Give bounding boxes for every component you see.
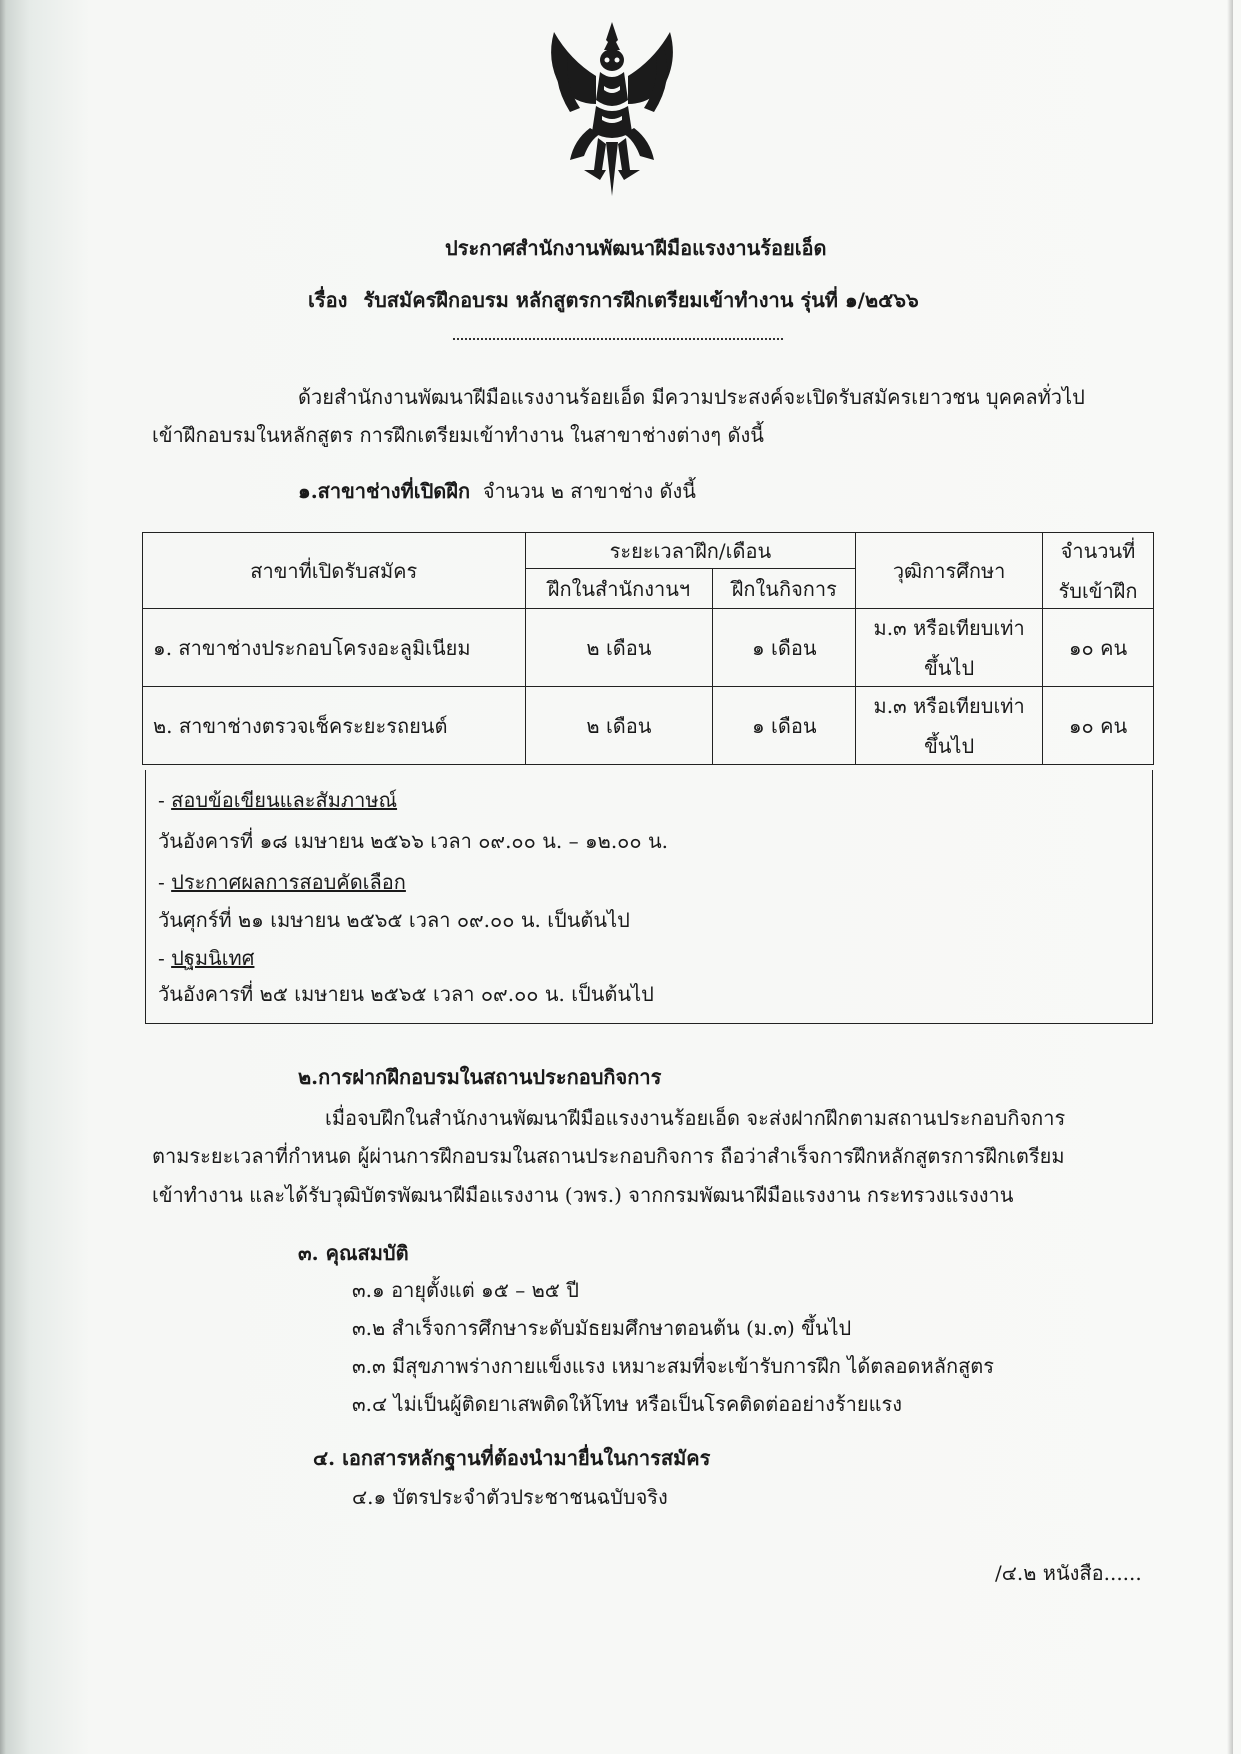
- document-title: ประกาศสำนักงานพัฒนาฝีมือแรงงานร้อยเอ็ด: [445, 236, 827, 260]
- company-duration-cell: ๑ เดือน: [713, 609, 856, 687]
- orientation-label: - ปฐมนิเทศ: [158, 946, 255, 970]
- intro-line-2: เข้าฝึกอบรมในหลักสูตร การฝึกเตรียมเข้าทำงาน ในสาขาช่างต่างๆ ดังนี้: [152, 423, 764, 447]
- table-row: [143, 609, 1154, 687]
- education-cell: [856, 687, 1043, 765]
- garuda-emblem-icon: [540, 20, 685, 200]
- schedule-box: [145, 770, 1153, 1024]
- title-divider: [453, 338, 783, 340]
- result-label: - ประกาศผลการสอบคัดเลือก: [158, 870, 406, 894]
- qualification-item: ๓.๔ ไม่เป็นผู้ติดยาเสพติดให้โทษ หรือเป็นโรคติดต่ออย่างร้ายแรง: [352, 1392, 903, 1416]
- count-cell: ๑๐ คน: [1043, 687, 1154, 765]
- office-duration-cell: ๒ เดือน: [525, 609, 713, 687]
- header-duration: ระยะเวลาฝึก/เดือน: [525, 533, 856, 569]
- header-in-company: ฝึกในกิจการ: [713, 569, 856, 609]
- section-3-heading: ๓. คุณสมบัติ: [298, 1241, 409, 1265]
- orientation-date: วันอังคารที่ ๒๕ เมษายน ๒๕๖๕ เวลา ๐๙.๐๐ น. เป็นต้นไป: [158, 982, 654, 1006]
- education-line-2: ขึ้นไป: [924, 733, 975, 758]
- page-edge-shadow: [0, 0, 6, 1754]
- section-1-title: ๑.สาขาช่างที่เปิดฝึก: [298, 479, 471, 503]
- section-2-line-1: เมื่อจบฝึกในสำนักงานพัฒนาฝีมือแรงงานร้อยเอ็ด จะส่งฝากฝึกตามสถานประกอบกิจการ: [325, 1106, 1066, 1130]
- education-line-1: ม.๓ หรือเทียบเท่า: [873, 615, 1025, 640]
- branch-cell: ๑. สาขาช่างประกอบโครงอะลูมิเนียม: [143, 609, 526, 687]
- qualification-item: ๓.๓ มีสุขภาพร่างกายแข็งแรง เหมาะสมที่จะเข้ารับการฝึก ได้ตลอดหลักสูตร: [352, 1354, 995, 1378]
- intro-line-1: ด้วยสำนักงานพัฒนาฝีมือแรงงานร้อยเอ็ด มีความประสงค์จะเปิดรับสมัครเยาวชน บุคคลทั่วไป: [298, 385, 1085, 409]
- section-2-line-2: ตามระยะเวลาที่กำหนด ผู้ผ่านการฝึกอบรมในสถานประกอบกิจการ ถือว่าสำเร็จการฝึกหลักสูตรการฝึกเตรียม: [152, 1144, 1065, 1168]
- document-subject: [308, 290, 919, 310]
- training-branches-table: [142, 532, 1154, 765]
- exam-label-text: สอบข้อเขียนและสัมภาษณ์: [171, 788, 398, 812]
- exam-date: วันอังคารที่ ๑๘ เมษายน ๒๕๖๖ เวลา ๐๙.๐๐ น. – ๑๒.๐๐ น.: [158, 829, 668, 853]
- section-2-heading: ๒.การฝากฝึกอบรมในสถานประกอบกิจการ: [298, 1065, 662, 1089]
- header-branch: สาขาที่เปิดรับสมัคร: [143, 533, 526, 609]
- header-count: [1043, 533, 1154, 609]
- continuation-note: /๔.๒ หนังสือ......: [995, 1561, 1142, 1585]
- qualification-item: ๓.๑ อายุตั้งแต่ ๑๕ – ๒๕ ปี: [352, 1278, 579, 1302]
- branch-cell: ๒. สาขาช่างตรวจเช็คระยะรถยนต์: [143, 687, 526, 765]
- education-cell: [856, 609, 1043, 687]
- header-count-line-1: จำนวนที่: [1060, 538, 1136, 563]
- count-cell: ๑๐ คน: [1043, 609, 1154, 687]
- subject-text: รับสมัครฝึกอบรม หลักสูตรการฝึกเตรียมเข้าทำงาน รุ่นที่ ๑/๒๕๖๖: [363, 288, 919, 312]
- header-in-office: ฝึกในสำนักงานฯ: [525, 569, 713, 609]
- header-count-line-2: รับเข้าฝึก: [1058, 578, 1138, 603]
- page-edge-shadow: [1227, 0, 1233, 1754]
- header-education: วุฒิการศึกษา: [856, 533, 1043, 609]
- qualification-item: ๓.๒ สำเร็จการศึกษาระดับมัธยมศึกษาตอนต้น (ม.๓) ขึ้นไป: [352, 1316, 852, 1340]
- result-date: วันศุกร์ที่ ๒๑ เมษายน ๒๕๖๕ เวลา ๐๙.๐๐ น. เป็นต้นไป: [158, 908, 630, 932]
- exam-label: - สอบข้อเขียนและสัมภาษณ์: [158, 788, 398, 812]
- office-duration-cell: ๒ เดือน: [525, 687, 713, 765]
- section-1-detail: จำนวน ๒ สาขาช่าง ดังนี้: [482, 479, 696, 503]
- education-line-2: ขึ้นไป: [924, 655, 975, 680]
- table-row: [143, 687, 1154, 765]
- result-label-text: ประกาศผลการสอบคัดเลือก: [171, 870, 406, 894]
- document-item: ๔.๑ บัตรประจำตัวประชาชนฉบับจริง: [352, 1485, 668, 1509]
- orientation-label-text: ปฐมนิเทศ: [171, 946, 255, 970]
- section-2-line-3: เข้าทำงาน และได้รับวุฒิบัตรพัฒนาฝีมือแรงงาน (วพร.) จากกรมพัฒนาฝีมือแรงงาน กระทรวงแรงงาน: [152, 1183, 1014, 1207]
- company-duration-cell: ๑ เดือน: [713, 687, 856, 765]
- subject-label: เรื่อง: [308, 288, 348, 312]
- education-line-1: ม.๓ หรือเทียบเท่า: [873, 693, 1025, 718]
- section-1-heading: [298, 481, 696, 501]
- section-4-heading: ๔. เอกสารหลักฐานที่ต้องนำมายื่นในการสมัคร: [313, 1446, 711, 1470]
